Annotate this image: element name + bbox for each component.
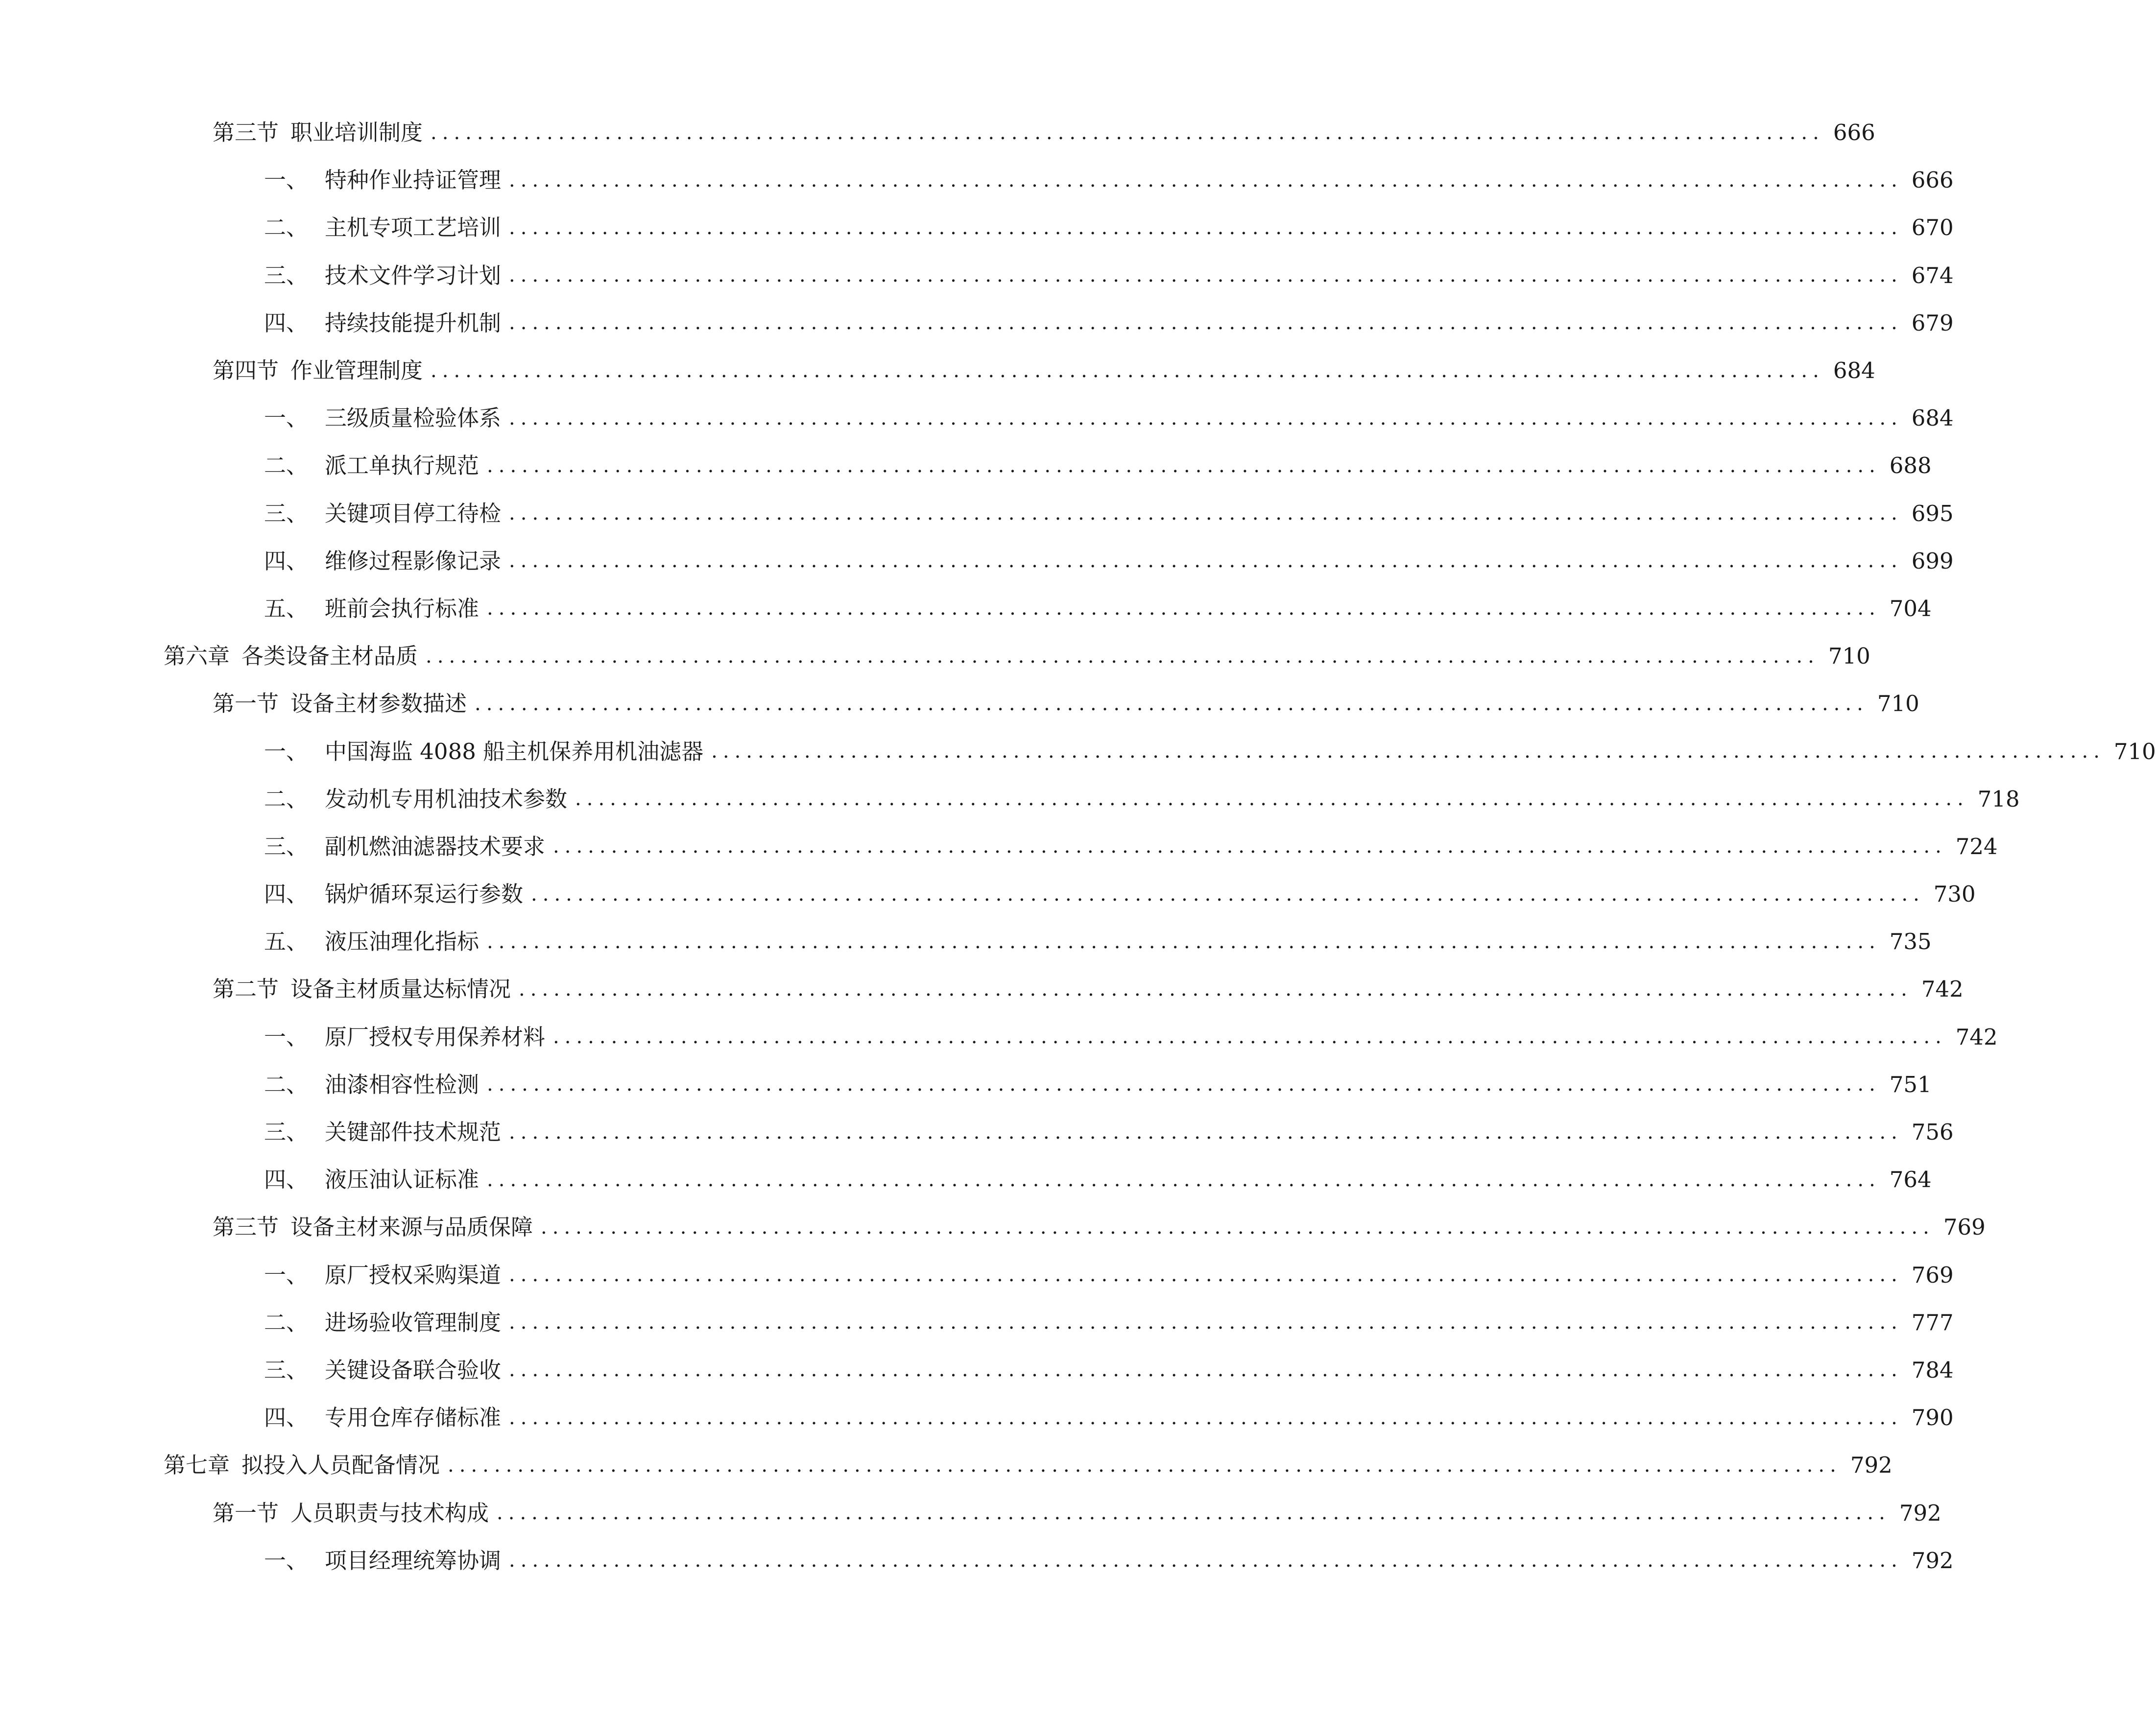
toc-dot-leader: ........................................................................................................................ [431, 359, 1824, 382]
toc-entry-title: 副机燃油滤器技术要求 [325, 833, 546, 859]
toc-entry[interactable] [0, 347, 1875, 394]
toc-entry-title: 拟投入人员配备情况 [241, 1452, 440, 1479]
toc-entry-page-number: 684 [1911, 405, 1954, 431]
toc-entry-page-number: 695 [1911, 500, 1954, 526]
toc-entry-page-number: 790 [1911, 1405, 1954, 1431]
toc-entry-page-number: 756 [1911, 1119, 1954, 1145]
toc-entry-number: 四、 [264, 548, 309, 574]
toc-entry-title: 设备主材来源与品质保障 [290, 1214, 533, 1241]
toc-entry-number: 四、 [264, 881, 309, 907]
toc-dot-leader: ........................................................................................................................ [509, 1359, 1903, 1382]
toc-dot-leader: ........................................................................................................................ [487, 1073, 1881, 1096]
toc-entry-title: 设备主材参数描述 [290, 691, 467, 717]
toc-entry-number: 四、 [264, 1405, 309, 1431]
toc-entry-number: 二、 [264, 1309, 309, 1336]
toc-entry-number: 五、 [264, 929, 309, 955]
toc-entry-page-number: 684 [1833, 358, 1875, 384]
toc-entry-title: 设备主材质量达标情况 [290, 976, 511, 1002]
toc-entry-page-number: 751 [1889, 1071, 1932, 1098]
toc-entry-number: 第四节 [213, 358, 279, 384]
toc-entry-number: 二、 [264, 453, 309, 479]
toc-entry-title: 油漆相容性检测 [325, 1071, 479, 1098]
toc-dot-leader: ........................................................................................................................ [448, 1454, 1842, 1477]
toc-entry-page-number: 666 [1911, 167, 1954, 193]
toc-dot-leader: ........................................................................................................................ [509, 1406, 1903, 1429]
toc-entry[interactable] [0, 1346, 1954, 1394]
toc-entry-number: 第七章 [164, 1452, 230, 1479]
toc-entry-number: 三、 [264, 1119, 309, 1145]
toc-entry-number: 第一节 [213, 1500, 279, 1526]
toc-entry[interactable] [0, 537, 1954, 585]
toc-entry-page-number: 670 [1911, 215, 1954, 241]
toc-entry[interactable] [0, 252, 1954, 299]
toc-entry[interactable] [0, 490, 1954, 537]
toc-entry-title: 派工单执行规范 [325, 453, 479, 479]
toc-entry-title: 专用仓库存储标准 [325, 1405, 502, 1431]
toc-entry-page-number: 769 [1943, 1214, 1986, 1241]
toc-entry-title: 中国海监 4088 船主机保养用机油滤器 [325, 738, 704, 764]
toc-entry[interactable] [0, 156, 1954, 204]
toc-dot-leader: ........................................................................................................................ [509, 311, 1903, 334]
toc-entry-title: 三级质量检验体系 [325, 405, 502, 431]
toc-entry[interactable] [0, 1299, 1954, 1346]
toc-entry[interactable] [0, 442, 1932, 489]
toc-entry-number: 一、 [264, 1262, 309, 1288]
toc-entry-title: 发动机专用机油技术参数 [325, 786, 568, 812]
toc-entry-page-number: 792 [1850, 1452, 1892, 1479]
toc-entry-page-number: 666 [1833, 119, 1875, 146]
toc-entry[interactable] [0, 775, 2020, 823]
toc-entry[interactable] [0, 632, 1870, 680]
toc-entry-number: 一、 [264, 738, 309, 764]
toc-dot-leader: ........................................................................................................................ [711, 740, 2105, 763]
toc-entry-number: 第三节 [213, 1214, 279, 1241]
toc-entry[interactable] [0, 918, 1932, 965]
toc-entry-number: 二、 [264, 1071, 309, 1098]
toc-entry-number: 第三节 [213, 119, 279, 146]
toc-entry-number: 三、 [264, 262, 309, 288]
toc-entry[interactable] [0, 1537, 1954, 1584]
toc-entry[interactable] [0, 1441, 1892, 1489]
toc-entry-page-number: 674 [1911, 262, 1954, 288]
toc-entry[interactable] [0, 394, 1954, 442]
toc-dot-leader: ........................................................................................................................ [541, 1216, 1935, 1239]
toc-entry-page-number: 769 [1911, 1262, 1954, 1288]
toc-entry-title: 液压油认证标准 [325, 1167, 479, 1193]
toc-entry-title: 锅炉循环泵运行参数 [325, 881, 524, 907]
toc-dot-leader: ........................................................................................................................ [509, 406, 1903, 430]
toc-entry[interactable] [0, 965, 1964, 1013]
toc-entry-page-number: 784 [1911, 1357, 1954, 1383]
toc-entry-page-number: 710 [1877, 691, 1919, 717]
toc-dot-leader: ........................................................................................................................ [509, 216, 1903, 239]
toc-entry[interactable] [0, 299, 1954, 347]
toc-entry-page-number: 735 [1889, 929, 1932, 955]
toc-entry-page-number: 764 [1889, 1167, 1932, 1193]
toc-entry[interactable] [0, 1156, 1932, 1203]
toc-entry[interactable] [0, 1251, 1954, 1299]
toc-entry-page-number: 730 [1933, 881, 1976, 907]
toc-entry[interactable] [0, 680, 1919, 727]
toc-dot-leader: ........................................................................................................................ [497, 1502, 1891, 1525]
toc-entry-title: 关键项目停工待检 [325, 500, 502, 526]
toc-entry[interactable] [0, 1061, 1932, 1108]
toc-entry-number: 三、 [264, 1357, 309, 1383]
toc-entry-number: 三、 [264, 833, 309, 859]
toc-entry[interactable] [0, 1108, 1954, 1156]
toc-entry-number: 一、 [264, 405, 309, 431]
toc-entry-title: 各类设备主材品质 [241, 643, 418, 669]
toc-entry-title: 职业培训制度 [290, 119, 423, 146]
toc-entry[interactable] [0, 1489, 1941, 1536]
toc-entry-number: 五、 [264, 595, 309, 621]
toc-entry-page-number: 742 [1921, 976, 1964, 1002]
toc-entry-number: 三、 [264, 500, 309, 526]
toc-entry-number: 一、 [264, 167, 309, 193]
toc-dot-leader: ........................................................................................................................ [487, 1168, 1881, 1191]
toc-entry[interactable] [0, 204, 1954, 251]
toc-entry-title: 液压油理化指标 [325, 929, 479, 955]
toc-entry-number: 二、 [264, 786, 309, 812]
toc-entry-title: 维修过程影像记录 [325, 548, 502, 574]
toc-entry[interactable] [0, 823, 1998, 870]
toc-dot-leader: ........................................................................................................................ [575, 787, 1969, 811]
toc-entry-title: 班前会执行标准 [325, 595, 479, 621]
toc-entry-number: 第二节 [213, 976, 279, 1002]
toc-entry[interactable] [0, 1203, 1986, 1251]
toc-dot-leader: ........................................................................................................................ [487, 454, 1881, 477]
toc-dot-leader: ........................................................................................................................ [509, 1549, 1903, 1572]
toc-entry-title: 原厂授权采购渠道 [325, 1262, 502, 1288]
toc-entry-page-number: 777 [1911, 1309, 1954, 1336]
toc-dot-leader: ........................................................................................................................ [509, 1264, 1903, 1287]
toc-entry-title: 人员职责与技术构成 [290, 1500, 489, 1526]
toc-entry[interactable] [0, 109, 1875, 156]
toc-dot-leader: ........................................................................................................................ [487, 597, 1881, 620]
toc-entry-page-number: 718 [1977, 786, 2020, 812]
toc-dot-leader: ........................................................................................................................ [519, 978, 1913, 1001]
toc-entry-title: 特种作业持证管理 [325, 167, 502, 193]
toc-entry-page-number: 704 [1889, 595, 1932, 621]
toc-entry-page-number: 724 [1955, 833, 1998, 859]
toc-entry-page-number: 792 [1899, 1500, 1941, 1526]
toc-dot-leader: ........................................................................................................................ [509, 168, 1903, 191]
toc-entry-number: 一、 [264, 1547, 309, 1574]
toc-entry[interactable] [0, 1013, 1998, 1061]
toc-entry-title: 项目经理统筹协调 [325, 1547, 502, 1574]
toc-dot-leader: ........................................................................................................................ [509, 549, 1903, 573]
toc-dot-leader: ........................................................................................................................ [509, 1121, 1903, 1144]
toc-entry-page-number: 742 [1955, 1024, 1998, 1050]
toc-entry-number: 第一节 [213, 691, 279, 717]
toc-entry-title: 关键设备联合验收 [325, 1357, 502, 1383]
toc-dot-leader: ........................................................................................................................ [531, 883, 1925, 906]
toc-entry-page-number: 710 [2113, 738, 2156, 764]
toc-dot-leader: ........................................................................................................................ [431, 121, 1824, 144]
toc-entry[interactable] [0, 870, 1976, 918]
toc-dot-leader: ........................................................................................................................ [475, 692, 1869, 715]
toc-dot-leader: ........................................................................................................................ [426, 644, 1820, 668]
toc-entry-number: 四、 [264, 1167, 309, 1193]
toc-dot-leader: ........................................................................................................................ [509, 1311, 1903, 1334]
toc-entry-title: 持续技能提升机制 [325, 310, 502, 336]
toc-entry-title: 技术文件学习计划 [325, 262, 502, 288]
toc-dot-leader: ........................................................................................................................ [487, 930, 1881, 953]
toc-entry[interactable] [0, 585, 1932, 632]
toc-dot-leader: ........................................................................................................................ [553, 835, 1947, 858]
toc-entry[interactable] [0, 1394, 1954, 1441]
toc-entry-title: 原厂授权专用保养材料 [325, 1024, 546, 1050]
toc-entry-title: 进场验收管理制度 [325, 1309, 502, 1336]
table-of-contents [0, 109, 2156, 1584]
toc-dot-leader: ........................................................................................................................ [509, 264, 1903, 287]
toc-dot-leader: ........................................................................................................................ [509, 502, 1903, 525]
toc-entry-title: 主机专项工艺培训 [325, 215, 502, 241]
toc-entry-page-number: 688 [1889, 453, 1932, 479]
toc-entry-number: 一、 [264, 1024, 309, 1050]
toc-entry-number: 第六章 [164, 643, 230, 669]
toc-entry-page-number: 699 [1911, 548, 1954, 574]
toc-entry-title: 作业管理制度 [290, 358, 423, 384]
toc-entry[interactable] [0, 727, 2156, 775]
toc-entry-number: 二、 [264, 215, 309, 241]
toc-entry-page-number: 792 [1911, 1547, 1954, 1574]
toc-entry-number: 四、 [264, 310, 309, 336]
toc-dot-leader: ........................................................................................................................ [553, 1026, 1947, 1049]
toc-entry-page-number: 679 [1911, 310, 1954, 336]
toc-entry-title: 关键部件技术规范 [325, 1119, 502, 1145]
toc-entry-page-number: 710 [1828, 643, 1870, 669]
